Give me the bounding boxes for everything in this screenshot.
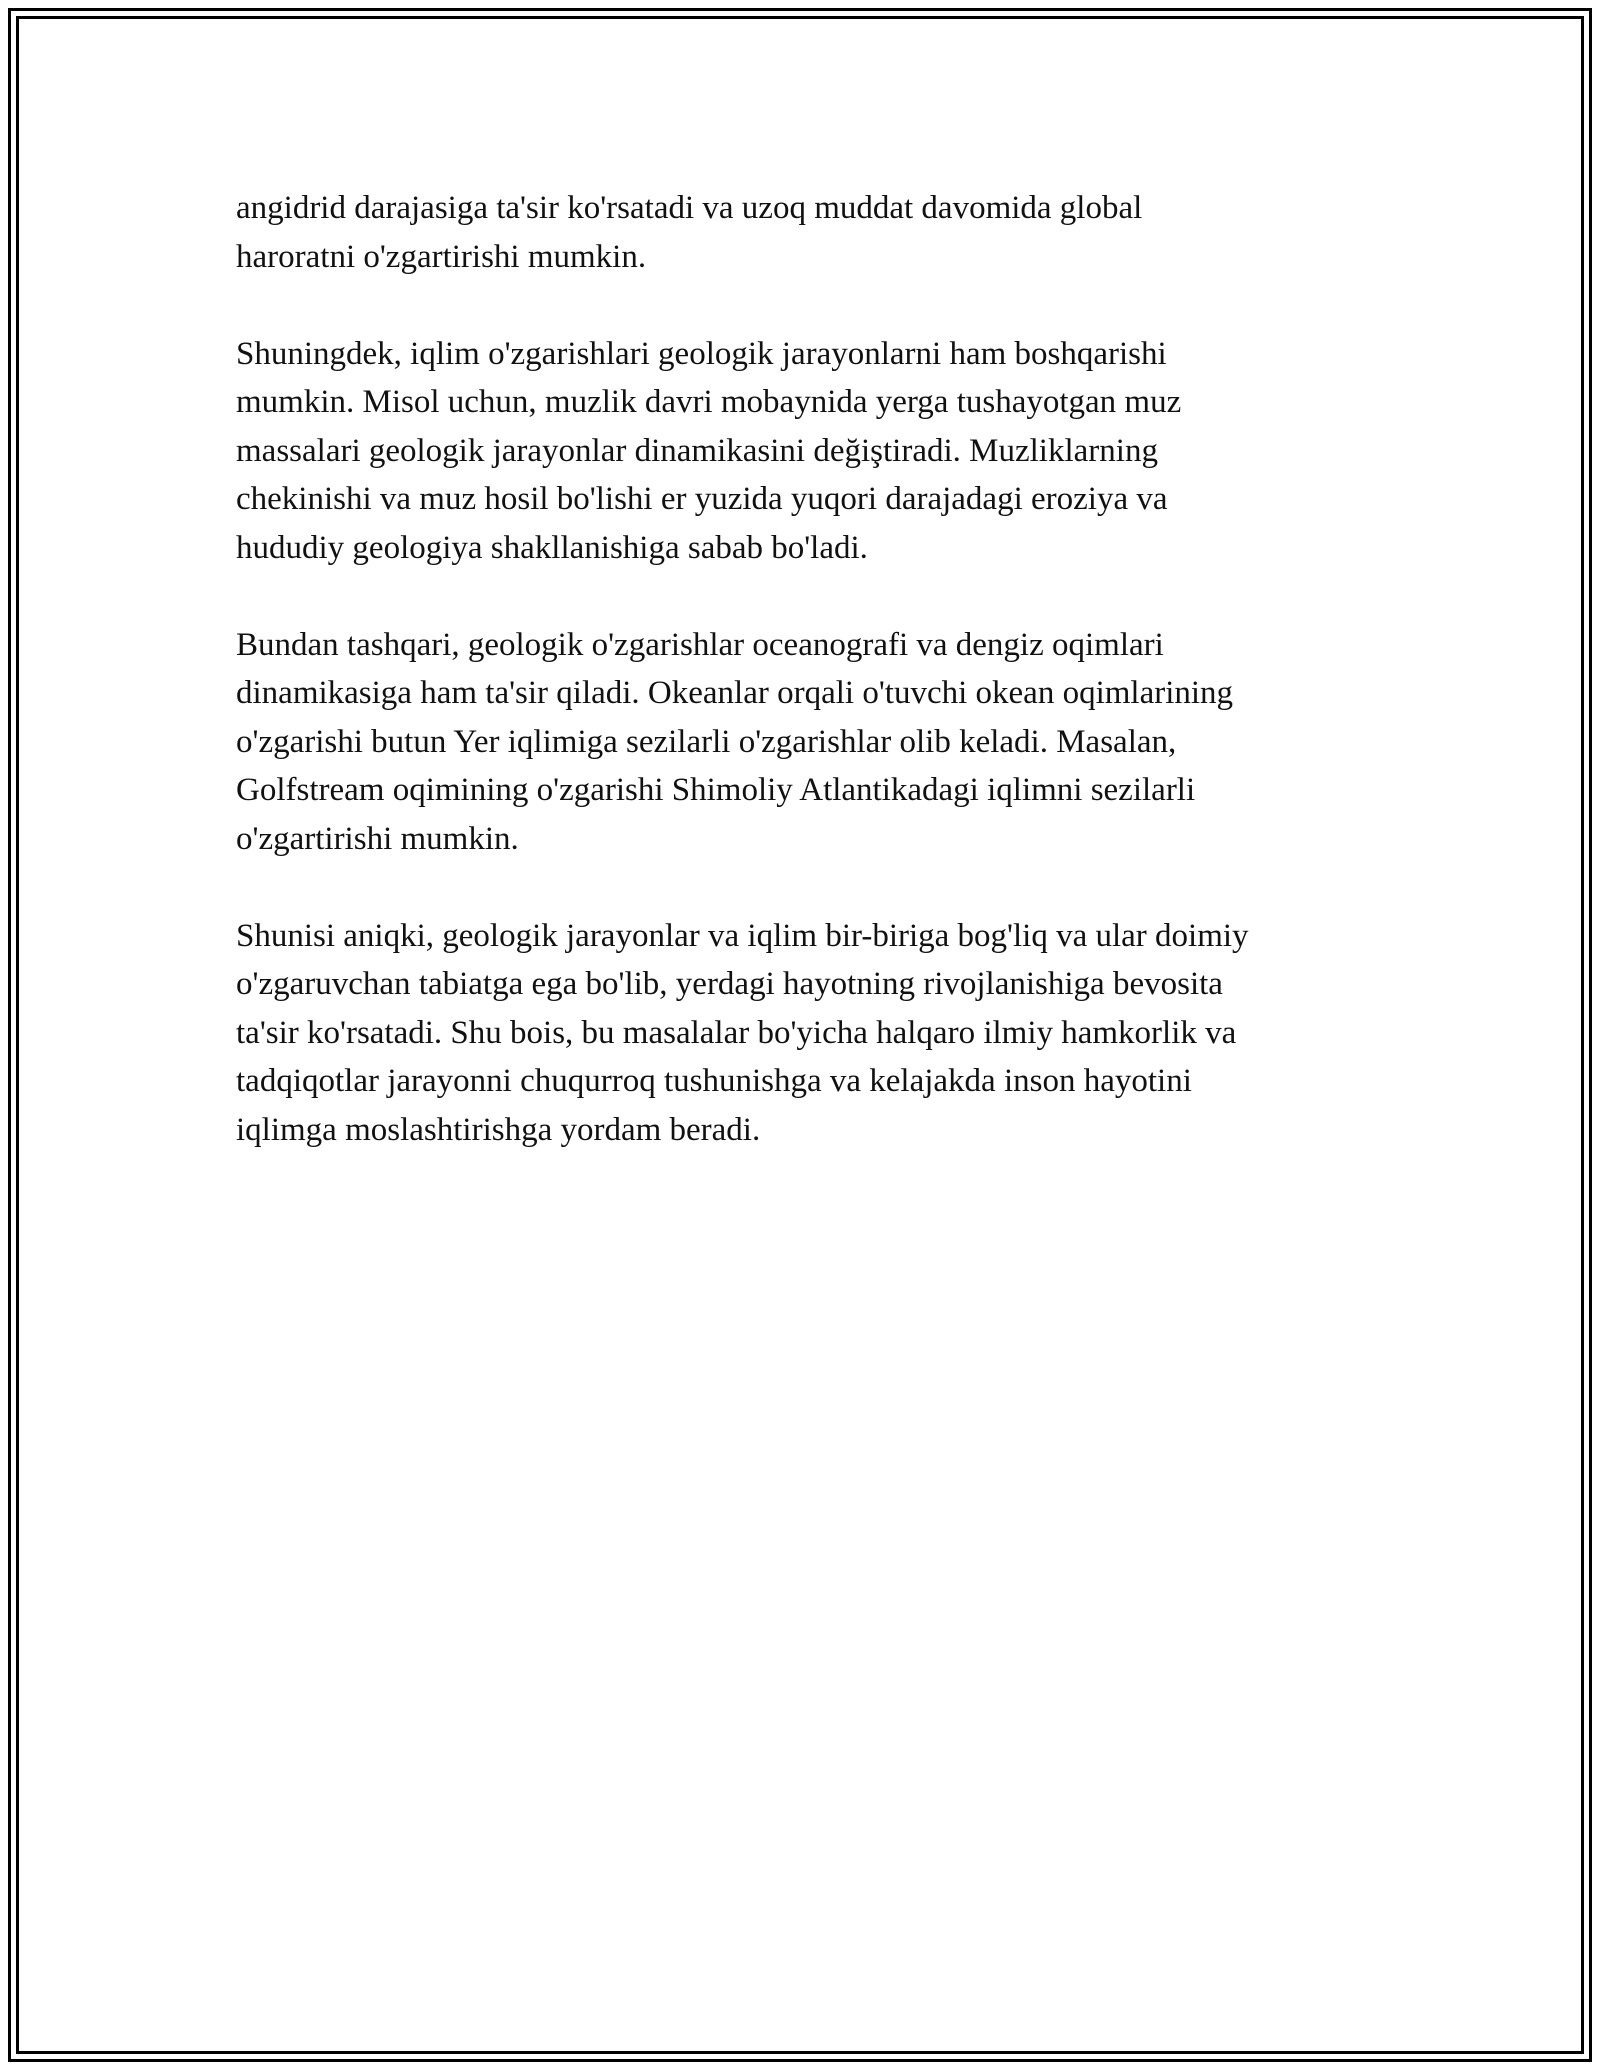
- text-line: haroratni o'zgartirishi mumkin.: [236, 238, 647, 275]
- paragraph-3: [236, 621, 1366, 864]
- paragraph-1: [236, 184, 1366, 281]
- text-line: iqlimga moslashtirishga yordam beradi.: [236, 1111, 761, 1148]
- text-line: Golfstream oqimining o'zgarishi Shimoliy Atlantikadagi iqlimni sezilarli: [236, 772, 1196, 808]
- paragraph-4: [236, 912, 1366, 1155]
- document-body: [236, 184, 1366, 1203]
- text-line: o'zgaruvchan tabiatga ega bo'lib, yerdagi hayotning rivojlanishiga bevosita: [236, 966, 1223, 1002]
- text-line: massalari geologik jarayonlar dinamikasini değiştiradi. Muzliklarning: [236, 432, 1158, 469]
- text-line: tadqiqotlar jarayonni chuqurroq tushunishga va kelajakda inson hayotini: [236, 1063, 1192, 1099]
- text-line: chekinishi va muz hosil bo'lishi er yuzida yuqori darajadagi eroziya va: [236, 481, 1168, 517]
- text-line: o'zgartirishi mumkin.: [236, 820, 519, 857]
- text-line: angidrid darajasiga ta'sir ko'rsatadi va uzoq muddat davomida global: [236, 190, 1143, 226]
- text-line: ta'sir ko'rsatadi. Shu bois, bu masalalar bo'yicha halqaro ilmiy hamkorlik va: [236, 1014, 1237, 1051]
- text-line: o'zgarishi butun Yer iqlimiga sezilarli o'zgarishlar olib keladi. Masalan,: [236, 723, 1177, 760]
- text-line: Shuningdek, iqlim o'zgarishlari geologik jarayonlarni ham boshqarishi: [236, 335, 1167, 372]
- text-line: mumkin. Misol uchun, muzlik davri mobaynida yerga tushayotgan muz: [236, 384, 1182, 420]
- text-line: hududiy geologiya shakllanishiga sabab bo'ladi.: [236, 529, 868, 566]
- text-line: Bundan tashqari, geologik o'zgarishlar oceanografi va dengiz oqimlari: [236, 626, 1164, 663]
- text-line: dinamikasiga ham ta'sir qiladi. Okeanlar orqali o'tuvchi okean oqimlarining: [236, 675, 1234, 711]
- text-line: Shunisi aniqki, geologik jarayonlar va iqlim bir-biriga bog'liq va ular doimiy: [236, 917, 1249, 954]
- paragraph-2: [236, 330, 1366, 573]
